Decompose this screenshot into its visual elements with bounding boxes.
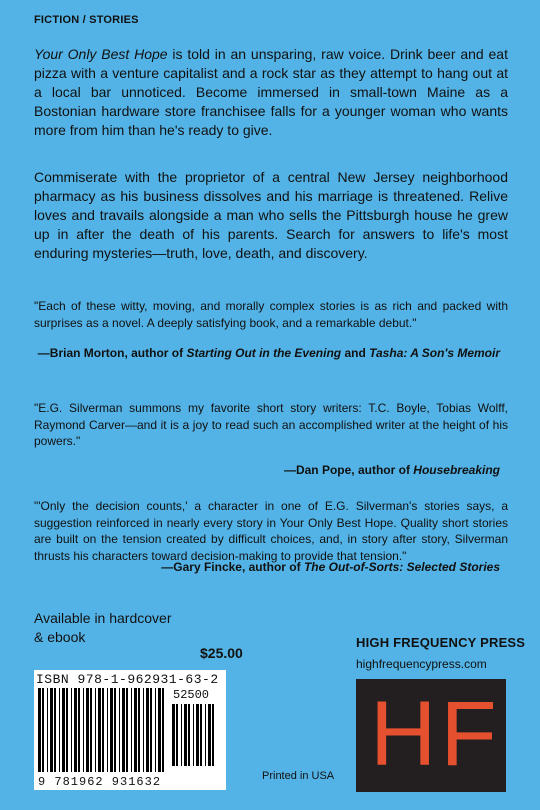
barcode-bar xyxy=(107,688,108,772)
barcode-bar xyxy=(98,688,101,772)
barcode-bar xyxy=(42,688,44,772)
addon-barcode-icon xyxy=(172,704,222,774)
barcode-bar xyxy=(83,688,84,772)
publisher-url: highfrequencypress.com xyxy=(356,657,487,671)
barcode-bar xyxy=(110,688,113,772)
blurb-attribution-2: —Dan Pope, author of Housebreaking xyxy=(283,463,500,477)
barcode-bar xyxy=(62,688,65,772)
price-addon-digits: 52500 xyxy=(173,688,210,702)
publisher-logo-letters: HF xyxy=(370,683,501,785)
barcode-bar xyxy=(196,704,199,766)
barcode-bar xyxy=(126,688,128,772)
book-title-inline: Your Only Best Hope xyxy=(34,46,168,62)
barcode-bar xyxy=(155,688,156,772)
barcode-bar xyxy=(95,688,96,772)
barcode-bar xyxy=(119,688,120,772)
category-label: FICTION / STORIES xyxy=(34,14,139,26)
barcode-bar xyxy=(205,704,206,766)
blurb-quote-3: "'Only the decision counts,' a character in one of E.G. Silverman's stories says, a suggestion reinforced in nearly every story in Your Only Best Hope. Quality short stories are built on the tension created by difficult choices, and, in story after story, Silverman thrusts his characters toward decision-making to provide that tension." xyxy=(34,499,508,563)
barcode-bar xyxy=(200,704,202,766)
barcode-bar xyxy=(90,688,92,772)
publisher-name: HIGH FREQUENCY PRESS xyxy=(356,635,526,650)
barcode-bar xyxy=(176,704,178,766)
barcode-bar xyxy=(114,688,116,772)
barcode-bar xyxy=(134,688,137,772)
printed-in-label: Printed in USA xyxy=(262,770,335,782)
barcode-bar xyxy=(54,688,56,772)
barcode-bar xyxy=(162,688,164,772)
barcode-bar xyxy=(131,688,132,772)
barcode-bar xyxy=(150,688,152,772)
barcode-bar xyxy=(50,688,53,772)
description-paragraph-2: Commiserate with the proprietor of a central New Jersey neighborhood pharmacy as his business dissolves and his marriage is threatened. Relive loves and travails alongside a man who sells the Pittsburgh house he grew up in after the death of his parents. Search for answers to life's most enduring mysteries—truth, love, death, and discovery. xyxy=(34,169,508,261)
ean-digits: 9 781962 931632 xyxy=(38,775,162,789)
barcode-bar xyxy=(188,704,190,766)
barcode-bar xyxy=(193,704,194,766)
barcode-bar xyxy=(208,704,211,766)
barcode-bar xyxy=(138,688,140,772)
barcode-bar xyxy=(184,704,187,766)
barcode-bar xyxy=(66,688,68,772)
barcode-bar xyxy=(78,688,80,772)
barcode-bar xyxy=(47,688,48,772)
barcode-bar xyxy=(172,704,175,766)
barcode-bar xyxy=(158,688,161,772)
blurb-attribution-3: —Gary Fincke, author of The Out-of-Sorts: Selected Stories xyxy=(161,560,500,574)
description-paragraph-1 xyxy=(34,45,508,140)
blurb-quote-1: "Each of these witty, moving, and morally complex stories is as rich and packed with surprises as a novel. A deeply satisfying book, and a remarkable debut." xyxy=(34,299,508,330)
barcode-bar xyxy=(86,688,89,772)
barcode-bar xyxy=(71,688,72,772)
barcode-bar xyxy=(74,688,77,772)
isbn-text: ISBN 978-1-962931-63-2 xyxy=(36,672,219,687)
price-label: $25.00 xyxy=(200,645,243,661)
barcode-bar xyxy=(212,704,214,766)
barcode-bar xyxy=(122,688,125,772)
availability-text: Available in hardcover & ebook xyxy=(34,610,172,645)
ean-barcode-icon xyxy=(38,688,168,774)
blurb-attribution-1: —Brian Morton, author of Starting Out in the Evening and Tasha: A Son's Memoir xyxy=(37,346,500,360)
barcode-bar xyxy=(102,688,104,772)
barcode-bar xyxy=(59,688,60,772)
barcode-bar xyxy=(143,688,144,772)
barcode-bar xyxy=(181,704,182,766)
description-paragraph-1-text: is told in an unsparing, raw voice. Drink beer and eat pizza with a venture capitalist and a rock star as they attempt to hang out at a local bar unnoticed. Become immersed in small-town Maine as a Bostonian hardware store franchisee falls for a younger woman who wants more from him than he's ready to give. xyxy=(34,46,508,138)
barcode-bar xyxy=(38,688,41,772)
blurb-quote-2: "E.G. Silverman summons my favorite short story writers: T.C. Boyle, Tobias Wolff, Raymond Carver—and it is a joy to read such an accomplished writer at the height of his powers." xyxy=(34,401,508,448)
barcode-bar xyxy=(146,688,149,772)
